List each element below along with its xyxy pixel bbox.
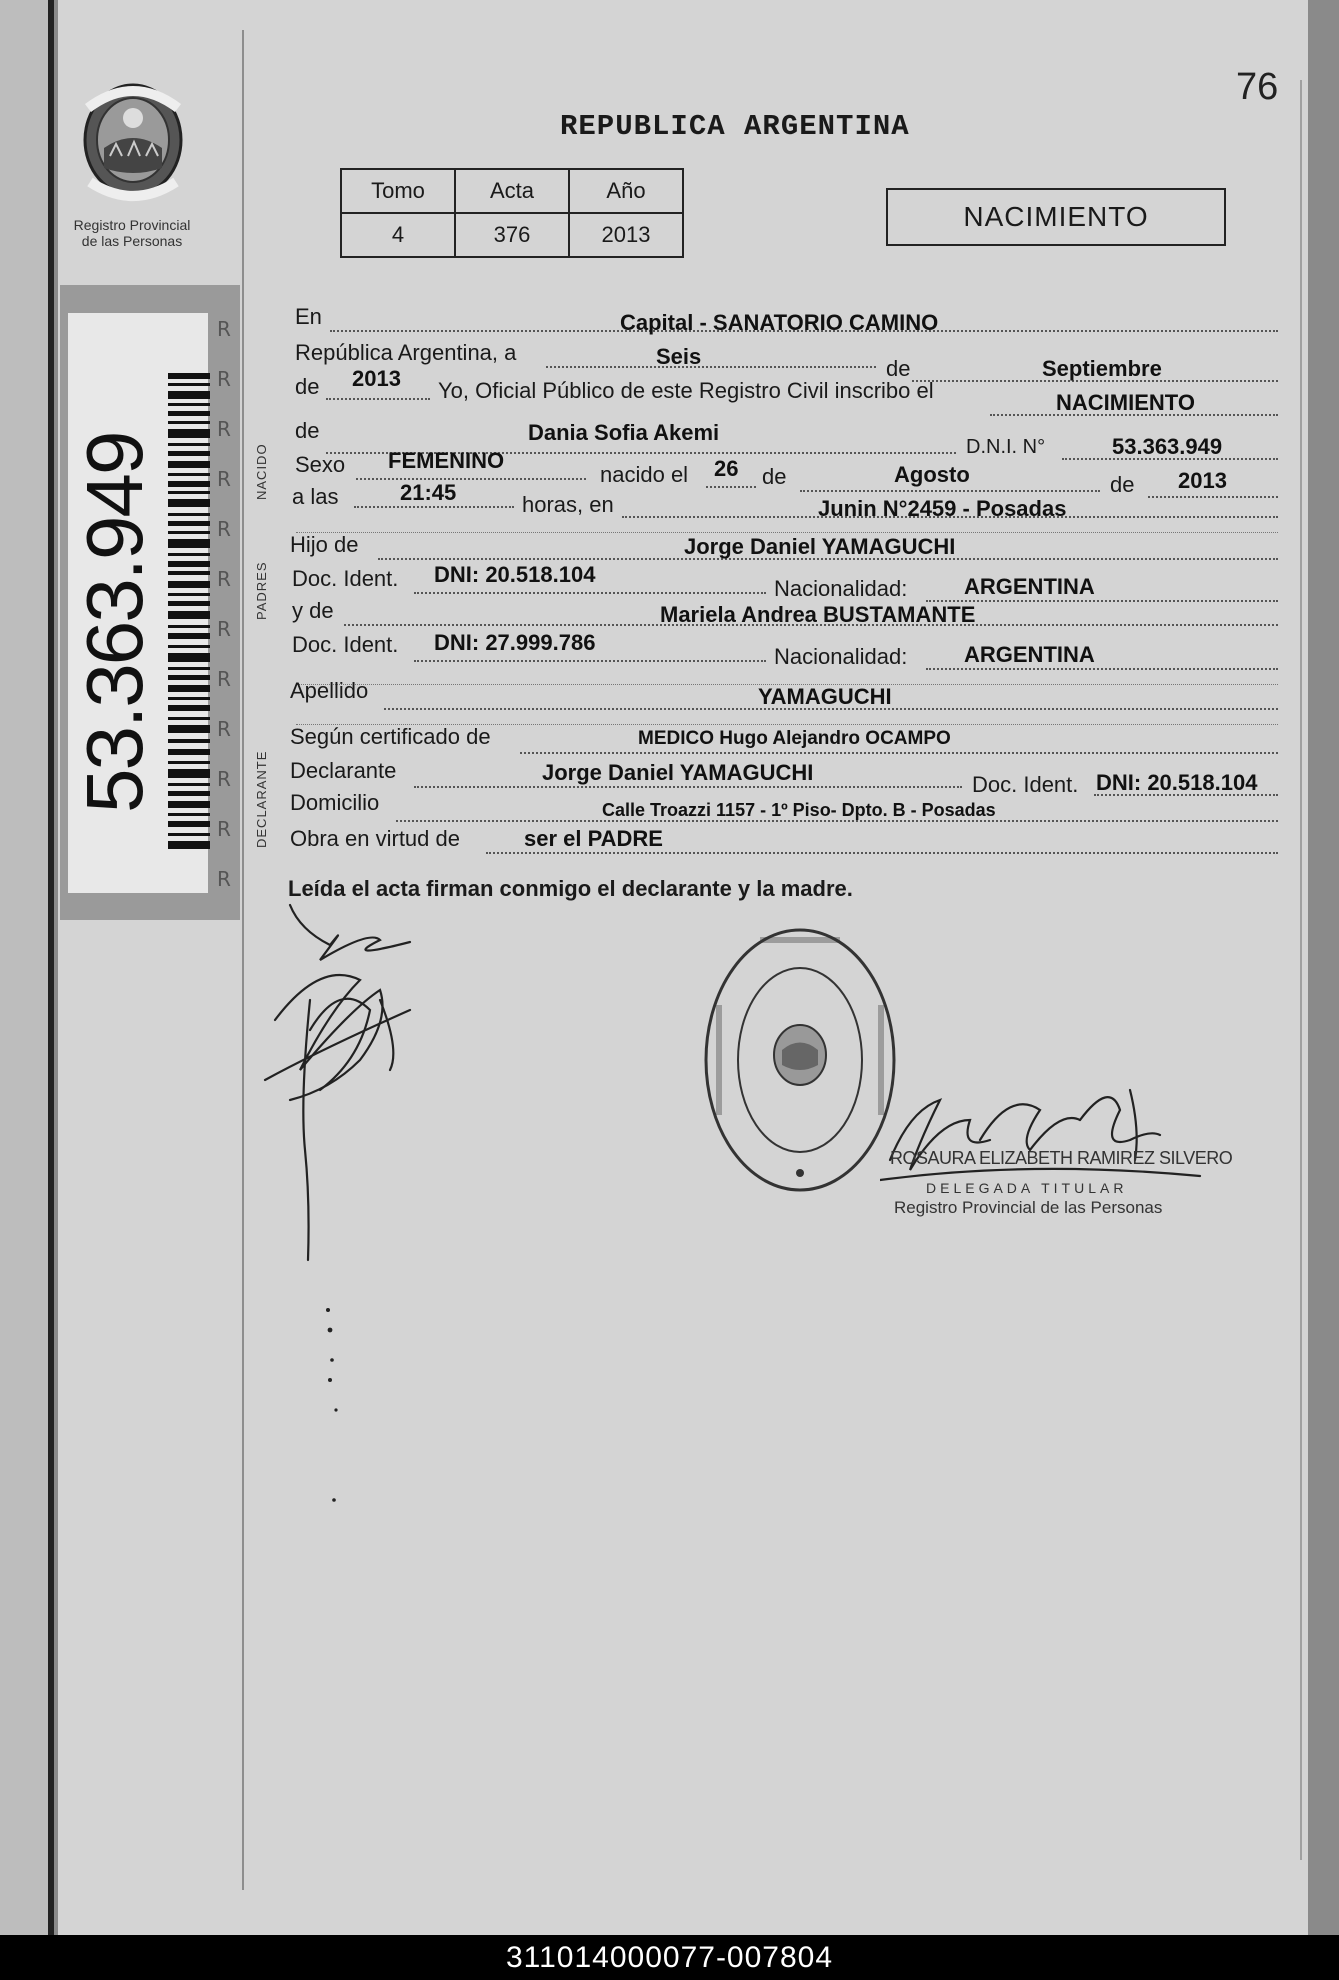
registry-table [340, 168, 684, 258]
vertical-dni-number: 53.363.949 [70, 432, 159, 814]
label-doc-ident-padre: Doc. Ident. [292, 566, 399, 591]
ink-specks [322, 1300, 342, 1520]
value-en: Capital - SANATORIO CAMINO [620, 310, 939, 335]
label-de4: de [762, 464, 787, 489]
dotted-line [546, 366, 876, 368]
strip-pattern-r: R [217, 767, 231, 791]
signatory-name: ROSAURA ELIZABETH RAMIREZ SILVERO [890, 1148, 1233, 1168]
dotted-line [356, 478, 586, 480]
value-declarante-doc: DNI: 20.518.104 [1096, 770, 1258, 795]
label-dni: D.N.I. N° [966, 436, 1046, 458]
value-padre-nacionalidad: ARGENTINA [964, 574, 1095, 599]
strip-pattern-r: R [217, 867, 231, 891]
footer-code: 311014000077-007804 [0, 1935, 1339, 1980]
official-stamp [700, 925, 900, 1195]
strip-inner [68, 313, 208, 893]
value-obra: ser el PADRE [524, 826, 663, 851]
official-signature [880, 1080, 1220, 1190]
label-apellido: Apellido [290, 678, 369, 703]
signatory-role: DELEGADA TITULAR [926, 1180, 1128, 1196]
dotted-line [1148, 496, 1278, 498]
registry-table-header-row [341, 169, 683, 213]
label-y-de: y de [292, 598, 334, 623]
value-apellido: YAMAGUCHI [758, 684, 892, 709]
registry-header-anio: Año [569, 169, 683, 213]
right-margin-line [1300, 80, 1302, 1860]
label-doc-ident-madre: Doc. Ident. [292, 632, 399, 657]
strip-pattern-r: R [217, 717, 231, 741]
registry-value-acta: 376 [455, 213, 569, 257]
province-seal-logo [76, 78, 190, 208]
signatory-registry: Registro Provincial de las Personas [894, 1198, 1163, 1217]
value-anio: 2013 [352, 366, 401, 391]
value-inscripcion: NACIMIENTO [1056, 390, 1195, 415]
value-dia: Seis [656, 344, 702, 369]
value-mes: Septiembre [1042, 356, 1162, 381]
side-label-nacido: NACIDO [254, 443, 269, 500]
value-declarante: Jorge Daniel YAMAGUCHI [542, 760, 814, 785]
label-republica: República Argentina, a [295, 340, 517, 365]
label-nacionalidad-madre: Nacionalidad: [774, 644, 908, 669]
strip-pattern-r: R [217, 367, 231, 391]
closing-statement: Leída el acta firman conmigo el declarante y la madre. [288, 876, 853, 901]
strip-pattern-r: R [217, 567, 231, 591]
dotted-line [414, 786, 962, 788]
strip-pattern-r: R [217, 317, 231, 341]
logo-caption-line1: Registro Provincial [73, 217, 191, 233]
document-page [58, 0, 1308, 1935]
strip-pattern-r: R [217, 517, 231, 541]
registry-value-anio: 2013 [569, 213, 683, 257]
label-en: En [295, 304, 322, 329]
page-number: 76 [1236, 66, 1279, 108]
label-hijo: Hijo de [290, 532, 359, 557]
logo-caption-line2: de las Personas [81, 233, 183, 249]
label-horas: horas, en [522, 492, 614, 517]
value-nacido-dia: 26 [714, 456, 739, 481]
label-declarante: Declarante [290, 758, 397, 783]
value-nacido-mes: Agosto [894, 462, 970, 487]
label-sexo: Sexo [295, 452, 346, 477]
label-de3: de [295, 418, 320, 443]
label-de5: de [1110, 472, 1135, 497]
barcode [168, 373, 210, 853]
dni-security-strip [60, 285, 240, 920]
document-title: REPUBLICA ARGENTINA [560, 110, 910, 143]
label-de: de [886, 356, 911, 381]
registry-header-tomo: Tomo [341, 169, 455, 213]
dotted-line [926, 668, 1278, 670]
side-label-padres: PADRES [254, 561, 269, 620]
value-madre: Mariela Andrea BUSTAMANTE [660, 602, 976, 627]
logo-caption [62, 217, 202, 249]
value-dni: 53.363.949 [1112, 434, 1223, 459]
dotted-line [926, 600, 1278, 602]
dotted-line [520, 752, 1278, 754]
strip-pattern-r: R [217, 617, 231, 641]
value-hora: 21:45 [400, 480, 457, 505]
value-padre-doc: DNI: 20.518.104 [434, 562, 596, 587]
strip-pattern-r: R [217, 467, 231, 491]
strip-pattern-r: R [217, 417, 231, 441]
label-nacionalidad-padre: Nacionalidad: [774, 576, 908, 601]
declarant-signature [260, 900, 460, 1270]
value-padre: Jorge Daniel YAMAGUCHI [684, 534, 956, 559]
label-obra: Obra en virtud de [290, 826, 460, 851]
document-type-box: NACIMIENTO [886, 188, 1226, 246]
page-left-edge [0, 0, 54, 1935]
strip-pattern-r: R [217, 667, 231, 691]
dotted-line [800, 490, 1100, 492]
label-domicilio: Domicilio [290, 790, 380, 815]
value-certificado: MEDICO Hugo Alejandro OCAMPO [638, 728, 951, 749]
value-nacido-anio: 2013 [1178, 468, 1227, 493]
label-a-las: a las [292, 484, 339, 509]
label-doc-ident-declarante: Doc. Ident. [972, 772, 1079, 797]
value-domicilio: Calle Troazzi 1157 - 1º Piso- Dpto. B - Posadas [602, 800, 996, 820]
label-certificado: Según certificado de [290, 724, 491, 749]
value-sexo: FEMENINO [388, 448, 505, 473]
value-madre-nacionalidad: ARGENTINA [964, 642, 1095, 667]
dotted-line [326, 398, 430, 400]
value-madre-doc: DNI: 27.999.786 [434, 630, 596, 655]
registry-value-tomo: 4 [341, 213, 455, 257]
value-lugar: Junin N°2459 - Posadas [818, 496, 1067, 521]
label-de2: de [295, 374, 320, 399]
dotted-line [354, 506, 514, 508]
value-nombre: Dania Sofia Akemi [528, 420, 720, 445]
dotted-line [486, 852, 1278, 854]
dotted-line [706, 486, 756, 488]
side-label-declarante: DECLARANTE [254, 750, 269, 848]
registry-header-acta: Acta [455, 169, 569, 213]
label-yo: Yo, Oficial Público de este Registro Civil inscribo el [438, 378, 934, 403]
label-nacido: nacido el [600, 462, 689, 487]
registry-table-value-row [341, 213, 683, 257]
dotted-line [414, 660, 766, 662]
dotted-line [414, 592, 766, 594]
margin-line [242, 30, 244, 1890]
strip-pattern-r: R [217, 817, 231, 841]
section-divider [296, 532, 1278, 533]
